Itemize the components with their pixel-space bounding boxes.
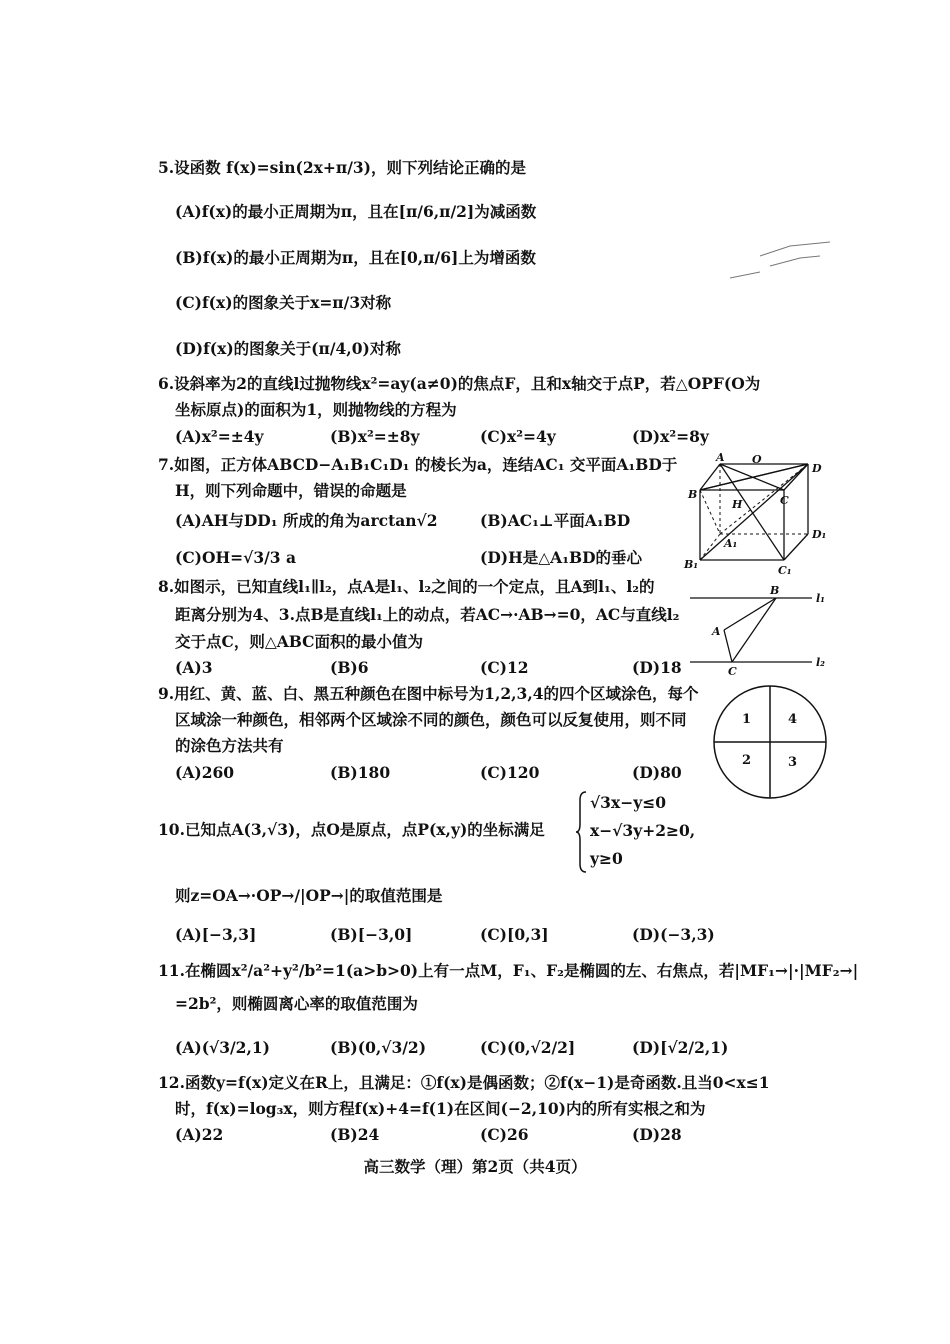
q5-option-c: (C)f(x)的图象关于x=π/3对称: [175, 293, 392, 312]
constraint-3: y≥0: [590, 849, 623, 868]
q8-option-c: (C)12: [480, 658, 529, 677]
q8-option-b: (B)6: [330, 658, 369, 677]
q12-option-d: (D)28: [632, 1125, 682, 1144]
q10-option-c: (C)[0,3]: [480, 925, 549, 944]
cube-label-b: B: [688, 488, 698, 501]
region-2-label: 2: [742, 753, 752, 768]
q12-stem-line-1: 12.函数y=f(x)定义在R上，且满足：①f(x)是偶函数；②f(x−1)是奇函数.且当0<x≤1: [158, 1073, 770, 1092]
cube-label-d: D: [812, 462, 822, 475]
q6-option-c: (C)x²=4y: [480, 427, 556, 446]
q10-stem-line-2: 则z=OA→·OP→/|OP→|的取值范围是: [175, 886, 443, 905]
q11-option-b: (B)(0,√3/2): [330, 1038, 427, 1057]
lines-label-a: A: [712, 625, 721, 638]
q6-stem-line-2: 坐标原点)的面积为1，则抛物线的方程为: [175, 400, 457, 419]
lines-label-l2: l₂: [816, 656, 825, 669]
cube-label-o: O: [752, 453, 762, 466]
q11-option-d: (D)[√2/2,1): [632, 1038, 729, 1057]
q9-option-c: (C)120: [480, 763, 540, 782]
parallel-lines-figure: [690, 585, 840, 685]
q5-option-b: (B)f(x)的最小正周期为π，且在[0,π/6]上为增函数: [175, 248, 536, 267]
q8-stem-line-1: 8.如图示，已知直线l₁∥l₂，点A是l₁、l₂之间的一个定点，且A到l₁、l₂的: [158, 577, 655, 596]
cube-label-b1: B₁: [684, 558, 699, 571]
q8-option-a: (A)3: [175, 658, 213, 677]
cube-label-a: A: [716, 452, 725, 464]
q9-stem-line-2: 区域涂一种颜色，相邻两个区域涂不同的颜色，颜色可以反复使用，则不同: [175, 710, 687, 729]
q7-stem-line-1: 7.如图，正方体ABCD−A₁B₁C₁D₁ 的棱长为a，连结AC₁ 交平面A₁BD于: [158, 455, 678, 474]
q5-option-d: (D)f(x)的图象关于(π/4,0)对称: [175, 339, 401, 358]
q10-option-d: (D)(−3,3): [632, 925, 715, 944]
q12-option-b: (B)24: [330, 1125, 380, 1144]
lines-label-c: C: [728, 665, 737, 678]
constraint-system: [576, 790, 588, 874]
q5-option-a: (A)f(x)的最小正周期为π，且在[π/6,π/2]为减函数: [175, 202, 537, 221]
q12-stem-line-2: 时，f(x)=log₃x，则方程f(x)+4=f(1)在区间(−2,10)内的所有实根之和为: [175, 1099, 706, 1118]
q12-option-c: (C)26: [480, 1125, 529, 1144]
lines-label-b: B: [770, 585, 780, 597]
q9-stem-line-1: 9.用红、黄、蓝、白、黑五种颜色在图中标号为1,2,3,4的四个区域涂色，每个: [158, 684, 699, 703]
q9-option-d: (D)80: [632, 763, 682, 782]
cube-label-c: C: [780, 494, 789, 507]
q8-option-d: (D)18: [632, 658, 682, 677]
region-3-label: 3: [788, 755, 798, 770]
q6-stem-line-1: 6.设斜率为2的直线l过抛物线x²=ay(a≠0)的焦点F，且和x轴交于点P，若△OPF(O为: [158, 374, 761, 393]
cube-label-c1: C₁: [778, 564, 792, 577]
cube-label-h: H: [732, 498, 743, 511]
q8-stem-line-3: 交于点C，则△ABC面积的最小值为: [175, 632, 424, 651]
q6-option-d: (D)x²=8y: [632, 427, 709, 446]
q6-option-a: (A)x²=±4y: [175, 427, 264, 446]
q10-option-a: (A)[−3,3]: [175, 925, 257, 944]
circle-regions-figure: [708, 680, 838, 810]
q6-option-b: (B)x²=±8y: [330, 427, 420, 446]
q11-option-c: (C)(0,√2/2]: [480, 1038, 576, 1057]
scan-noise: [720, 238, 840, 292]
q7-option-c: (C)OH=√3/3 a: [175, 548, 296, 567]
q7-option-b: (B)AC₁⊥平面A₁BD: [480, 511, 631, 530]
q7-option-a: (A)AH与DD₁ 所成的角为arctan√2: [175, 511, 438, 530]
q12-option-a: (A)22: [175, 1125, 224, 1144]
q11-stem-line-1: 11.在椭圆x²/a²+y²/b²=1(a>b>0)上有一点M，F₁、F₂是椭圆的左、右焦点，若|MF₁→|·|MF₂→|: [158, 961, 859, 980]
q11-option-a: (A)(√3/2,1): [175, 1038, 270, 1057]
constraint-2: x−√3y+2≥0,: [590, 821, 696, 840]
q7-option-d: (D)H是△A₁BD的垂心: [480, 548, 643, 567]
q10-stem-line-1: 10.已知点A(3,√3)，点O是原点，点P(x,y)的坐标满足: [158, 820, 545, 839]
page-footer: 高三数学（理）第2页（共4页）: [363, 1157, 587, 1176]
q10-option-b: (B)[−3,0]: [330, 925, 413, 944]
q9-option-a: (A)260: [175, 763, 235, 782]
q8-stem-line-2: 距离分别为4、3.点B是直线l₁上的动点，若AC→·AB→=0，AC与直线l₂: [175, 605, 680, 624]
q7-stem-line-2: H，则下列命题中，错误的命题是: [175, 481, 407, 500]
cube-label-a1: A₁: [724, 537, 738, 550]
cube-figure: [680, 452, 830, 582]
q9-stem-line-3: 的涂色方法共有: [175, 736, 284, 755]
q5-stem: 5.设函数 f(x)=sin(2x+π/3)，则下列结论正确的是: [158, 158, 526, 177]
constraint-1: √3x−y≤0: [590, 793, 666, 812]
lines-label-l1: l₁: [816, 592, 825, 605]
cube-label-d1: D₁: [812, 528, 827, 541]
region-4-label: 4: [788, 712, 798, 727]
region-1-label: 1: [742, 712, 752, 727]
q11-stem-line-2: =2b²，则椭圆离心率的取值范围为: [175, 994, 418, 1013]
q9-option-b: (B)180: [330, 763, 391, 782]
